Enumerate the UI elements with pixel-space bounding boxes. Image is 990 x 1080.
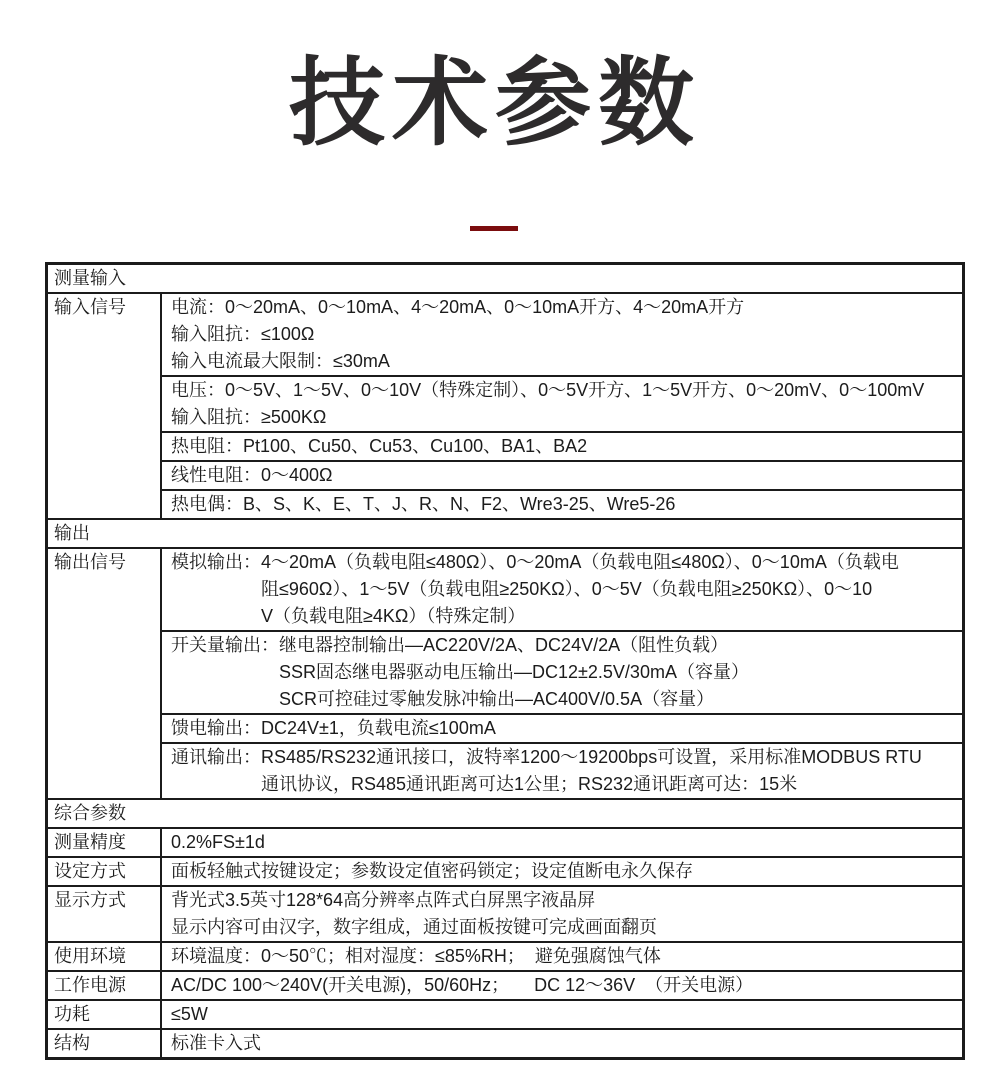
row-label: 功耗	[48, 1001, 162, 1028]
spec-row	[48, 547, 962, 798]
spec-cell	[162, 431, 962, 460]
section-row	[48, 798, 962, 827]
spec-row	[48, 970, 962, 999]
spec-line: 标准卡入式	[171, 1033, 261, 1053]
spec-line: 输入电流最大限制：≤30mA	[171, 351, 390, 371]
spec-line: 电流：0～20mA、0～10mA、4～20mA、0～10mA开方、4～20mA开方	[171, 297, 745, 317]
spec-cell	[162, 829, 962, 856]
spec-cell	[162, 375, 962, 431]
spec-line: 通讯输出：RS485/RS232通讯接口，波特率1200～19200bps可设置，采用标准MODBUS RTU	[171, 747, 922, 767]
section-row	[48, 518, 962, 547]
spec-line: 热电偶：B、S、K、E、T、J、R、N、F2、Wre3-25、Wre5-26	[171, 494, 676, 514]
spec-cell	[162, 943, 962, 970]
spec-line: 输入阻抗：≥500KΩ	[171, 407, 327, 427]
section-label: 综合参数	[54, 803, 126, 823]
spec-table	[45, 262, 965, 1060]
row-content	[162, 1001, 962, 1028]
row-content	[162, 1030, 962, 1057]
spec-line: V（负载电阻≥4KΩ）（特殊定制）	[261, 606, 526, 626]
row-label: 输出信号	[48, 549, 162, 798]
spec-cell	[162, 858, 962, 885]
spec-line: 阻≤960Ω）、1～5V（负载电阻≥250KΩ）、0～5V（负载电阻≥250KΩ）、0～10	[261, 579, 873, 599]
spec-row	[48, 827, 962, 856]
spec-line: 线性电阻：0～400Ω	[171, 465, 333, 485]
spec-cell	[162, 1030, 962, 1057]
spec-cell	[162, 294, 962, 375]
spec-row	[48, 941, 962, 970]
section-row	[48, 265, 962, 292]
spec-line: 显示内容可由汉字，数字组成，通过面板按键可完成画面翻页	[171, 917, 657, 937]
page-title: 技术参数	[289, 50, 701, 157]
spec-line: 开关量输出：继电器控制输出—AC220V/2A、DC24V/2A（阻性负载）	[171, 635, 729, 655]
spec-cell	[162, 489, 962, 518]
spec-row	[48, 885, 962, 941]
row-content	[162, 887, 962, 941]
row-label: 结构	[48, 1030, 162, 1057]
spec-line: 输入阻抗：≤100Ω	[171, 324, 315, 344]
row-content	[162, 943, 962, 970]
spec-cell	[162, 549, 962, 630]
row-content	[162, 972, 962, 999]
spec-row	[48, 292, 962, 518]
spec-cell	[162, 460, 962, 489]
spec-cell	[162, 742, 962, 798]
section-label: 输出	[54, 523, 90, 543]
row-label: 测量精度	[48, 829, 162, 856]
spec-line: SSR固态继电器驱动电压输出—DC12±2.5V/30mA（容量）	[279, 662, 749, 682]
spec-line: AC/DC 100～240V(开关电源)，50/60Hz； DC 12～36V （开关电源）	[171, 975, 754, 995]
spec-cell	[162, 972, 962, 999]
spec-row	[48, 999, 962, 1028]
spec-line: SCR可控硅过零触发脉冲输出—AC400V/0.5A（容量）	[279, 689, 715, 709]
spec-line: 热电阻：Pt100、Cu50、Cu53、Cu100、BA1、BA2	[171, 436, 588, 456]
spec-cell	[162, 713, 962, 742]
row-label: 显示方式	[48, 887, 162, 941]
spec-row	[48, 1028, 962, 1057]
spec-row	[48, 856, 962, 885]
title-divider	[470, 226, 518, 231]
spec-cell	[162, 887, 962, 941]
spec-cell	[162, 1001, 962, 1028]
spec-line: ≤5W	[171, 1004, 208, 1024]
row-content	[162, 858, 962, 885]
spec-line: 通讯协议，RS485通讯距离可达1公里；RS232通讯距离可达：15米	[261, 774, 798, 794]
row-label: 输入信号	[48, 294, 162, 518]
spec-line: 馈电输出：DC24V±1，负载电流≤100mA	[171, 718, 496, 738]
spec-line: 模拟输出：4～20mA（负载电阻≤480Ω）、0～20mA（负载电阻≤480Ω）、0～10mA（负载电	[171, 552, 899, 572]
row-label: 使用环境	[48, 943, 162, 970]
section-label: 测量输入	[54, 268, 126, 288]
row-content	[162, 829, 962, 856]
row-content	[162, 294, 962, 518]
row-content	[162, 549, 962, 798]
spec-line: 背光式3.5英寸128*64高分辨率点阵式白屏黑字液晶屏	[171, 890, 596, 910]
row-label: 工作电源	[48, 972, 162, 999]
spec-line: 0.2%FS±1d	[171, 832, 265, 852]
spec-cell	[162, 630, 962, 713]
spec-line: 面板轻触式按键设定；参数设定值密码锁定；设定值断电永久保存	[171, 861, 693, 881]
row-label: 设定方式	[48, 858, 162, 885]
spec-line: 环境温度：0～50℃；相对湿度：≤85%RH； 避免强腐蚀气体	[171, 946, 661, 966]
spec-line: 电压：0～5V、1～5V、0～10V（特殊定制）、0～5V开方、1～5V开方、0～20mV、0～100mV	[171, 380, 925, 400]
